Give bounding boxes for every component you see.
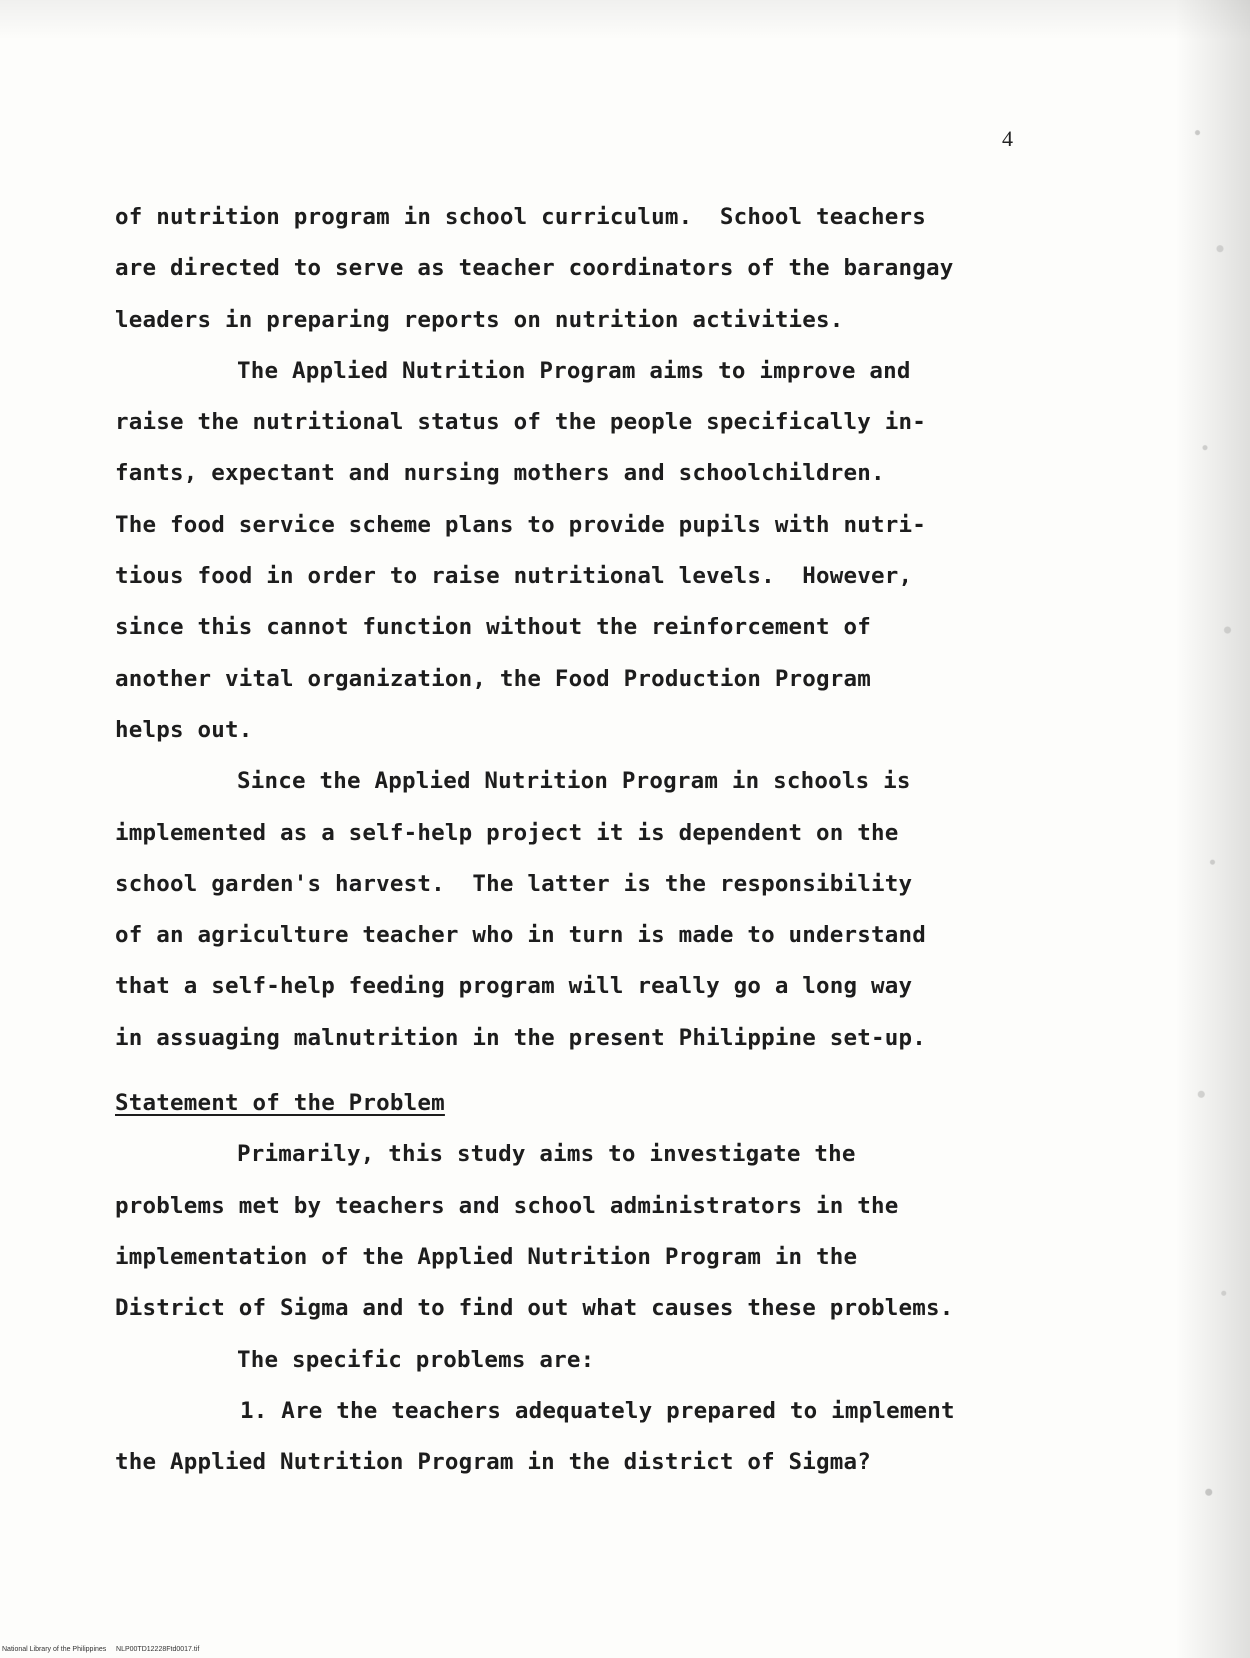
scan-artifact-edge	[1175, 0, 1250, 1658]
text-line: implementation of the Applied Nutrition Program in the	[115, 1243, 858, 1270]
text-line: since this cannot function without the reinforcement of	[115, 614, 872, 641]
body-text	[115, 192, 1055, 1488]
text-line: Primarily, this study aims to investigate the	[237, 1141, 856, 1168]
text-line: fants, expectant and nursing mothers and schoolchildren.	[115, 460, 885, 487]
text-line: are directed to serve as teacher coordinators of the barangay	[115, 255, 954, 282]
text-line: 1. Are the teachers adequately prepared to implement	[240, 1397, 955, 1424]
text-line: school garden's harvest. The latter is the responsibility	[115, 870, 913, 897]
scan-footer	[2, 1646, 199, 1653]
text-line: The food service scheme plans to provide pupils with nutri-	[115, 511, 927, 538]
text-line: implemented as a self-help project it is dependent on the	[115, 819, 899, 846]
text-line: that a self-help feeding program will really go a long way	[115, 973, 913, 1000]
scan-artifact-top	[0, 0, 1250, 40]
text-line: Since the Applied Nutrition Program in schools is	[237, 768, 911, 795]
text-line: raise the nutritional status of the people specifically in-	[115, 409, 927, 436]
text-line: the Applied Nutrition Program in the district of Sigma?	[115, 1449, 872, 1476]
text-line: District of Sigma and to find out what causes these problems.	[115, 1295, 954, 1322]
footer-source: National Library of the Philippines	[2, 1646, 107, 1653]
text-line: in assuaging malnutrition in the present Philippine set-up.	[115, 1024, 927, 1051]
page-number: 4	[1002, 126, 1013, 151]
section-heading-line	[115, 1078, 1055, 1129]
footer-file: NLP00TD12228Ftd0017.tif	[116, 1646, 200, 1653]
text-line: The specific problems are:	[237, 1346, 595, 1373]
text-line: of nutrition program in school curriculum. School teachers	[115, 204, 927, 230]
text-line: The Applied Nutrition Program aims to improve and	[237, 357, 911, 384]
section-heading: Statement of the Problem	[115, 1090, 445, 1117]
text-line: problems met by teachers and school administrators in the	[115, 1192, 899, 1219]
text-line: leaders in preparing reports on nutrition activities.	[115, 306, 844, 333]
text-line: tious food in order to raise nutritional levels. However,	[115, 563, 913, 590]
text-line: of an agriculture teacher who in turn is made to understand	[115, 922, 927, 949]
text-line: another vital organization, the Food Production Program	[115, 665, 872, 692]
text-line: helps out.	[115, 716, 253, 743]
